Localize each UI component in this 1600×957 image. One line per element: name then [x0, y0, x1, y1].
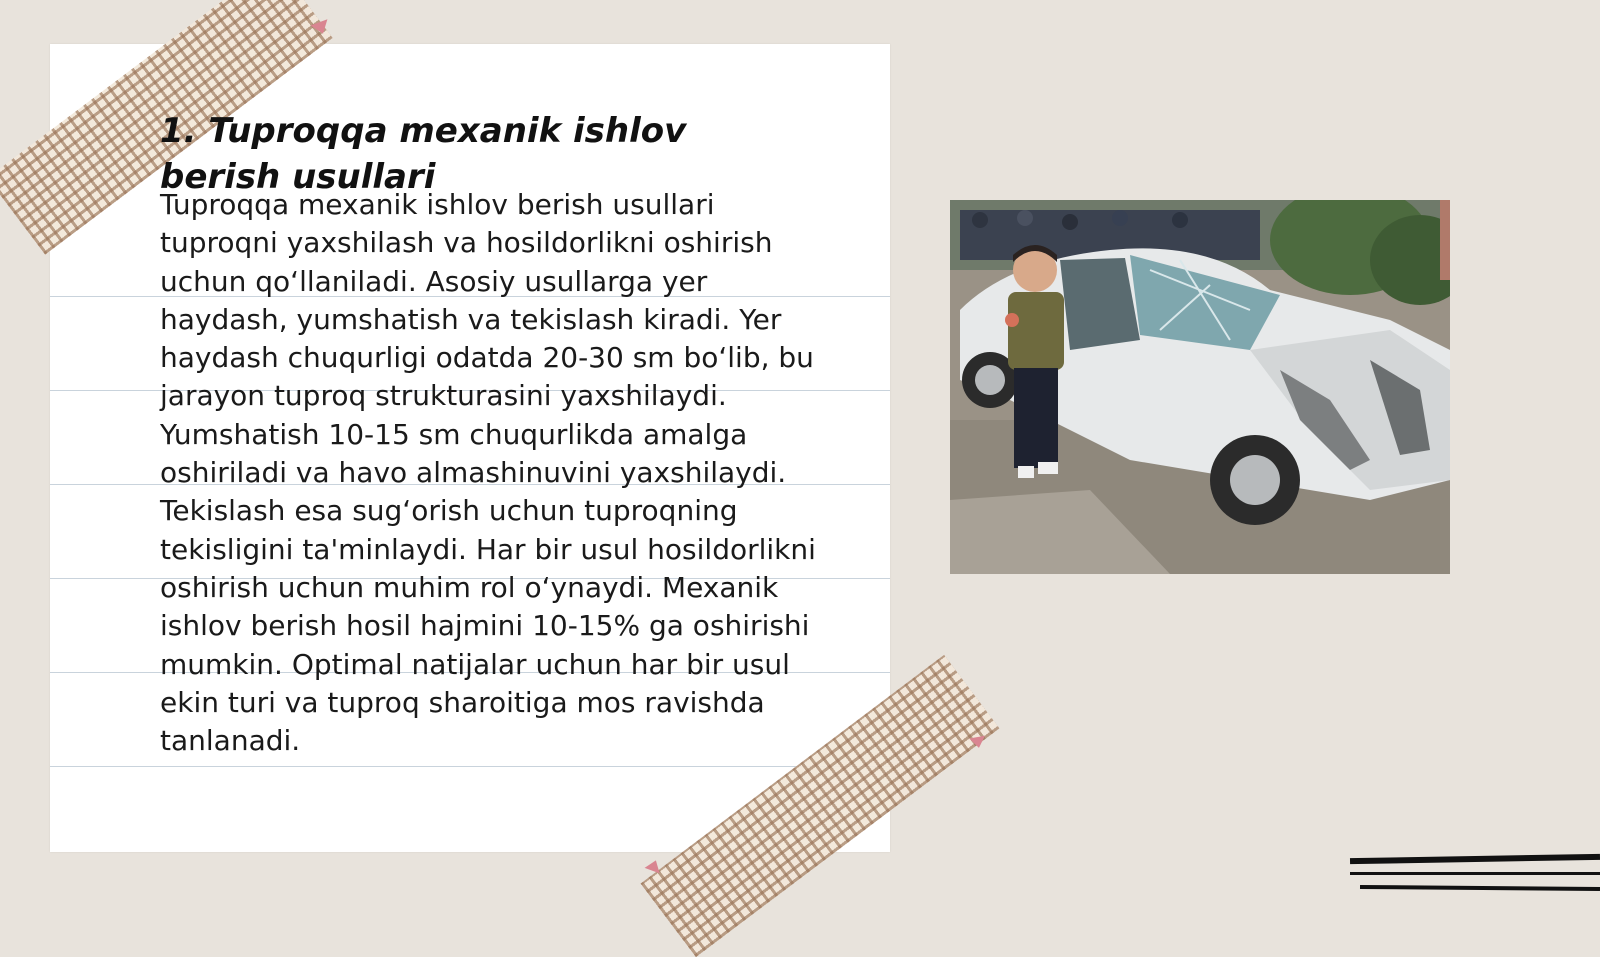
photo-illustration: [950, 200, 1450, 574]
slide-title: 1. Tuproqqa mexanik ishlov berish usullari: [160, 111, 687, 197]
decorative-stroke: [1350, 854, 1600, 864]
paper-rule-line: [50, 766, 890, 767]
pin-icon: [969, 736, 987, 750]
decorative-stroke: [1360, 885, 1600, 891]
crashed-car-photo: [950, 200, 1450, 574]
decorative-stroke: [1350, 872, 1600, 875]
slide-body-text: Tuproqqa mexanik ishlov berish usullari tuproqni yaxshilash va hosildorlikni oshirish uchun qo‘llaniladi. Asosiy usullarga yer haydash, yumshatish va tekislash kiradi. Yer haydash chuqurligi odatda 20-30 sm bo‘lib, bu jarayon tuproq strukturasini yaxshilaydi. Yumshatish 10-15 sm chuqurlikda amalga oshiriladi va havo almashinuvini yaxshilaydi. Tekislash esa sug‘orish uchun tuproqning tekisligini ta'minlaydi. Har bir usul hosildorlikni oshirish uchun muhim rol o‘ynaydi. Mexanik ishlov berish hosil hajmini 10-15% ga oshirishi mumkin. Optimal natijalar uchun har bir usul ekin turi va tuproq sharoitiga mos ravishda tanlanadi.: [160, 188, 816, 758]
